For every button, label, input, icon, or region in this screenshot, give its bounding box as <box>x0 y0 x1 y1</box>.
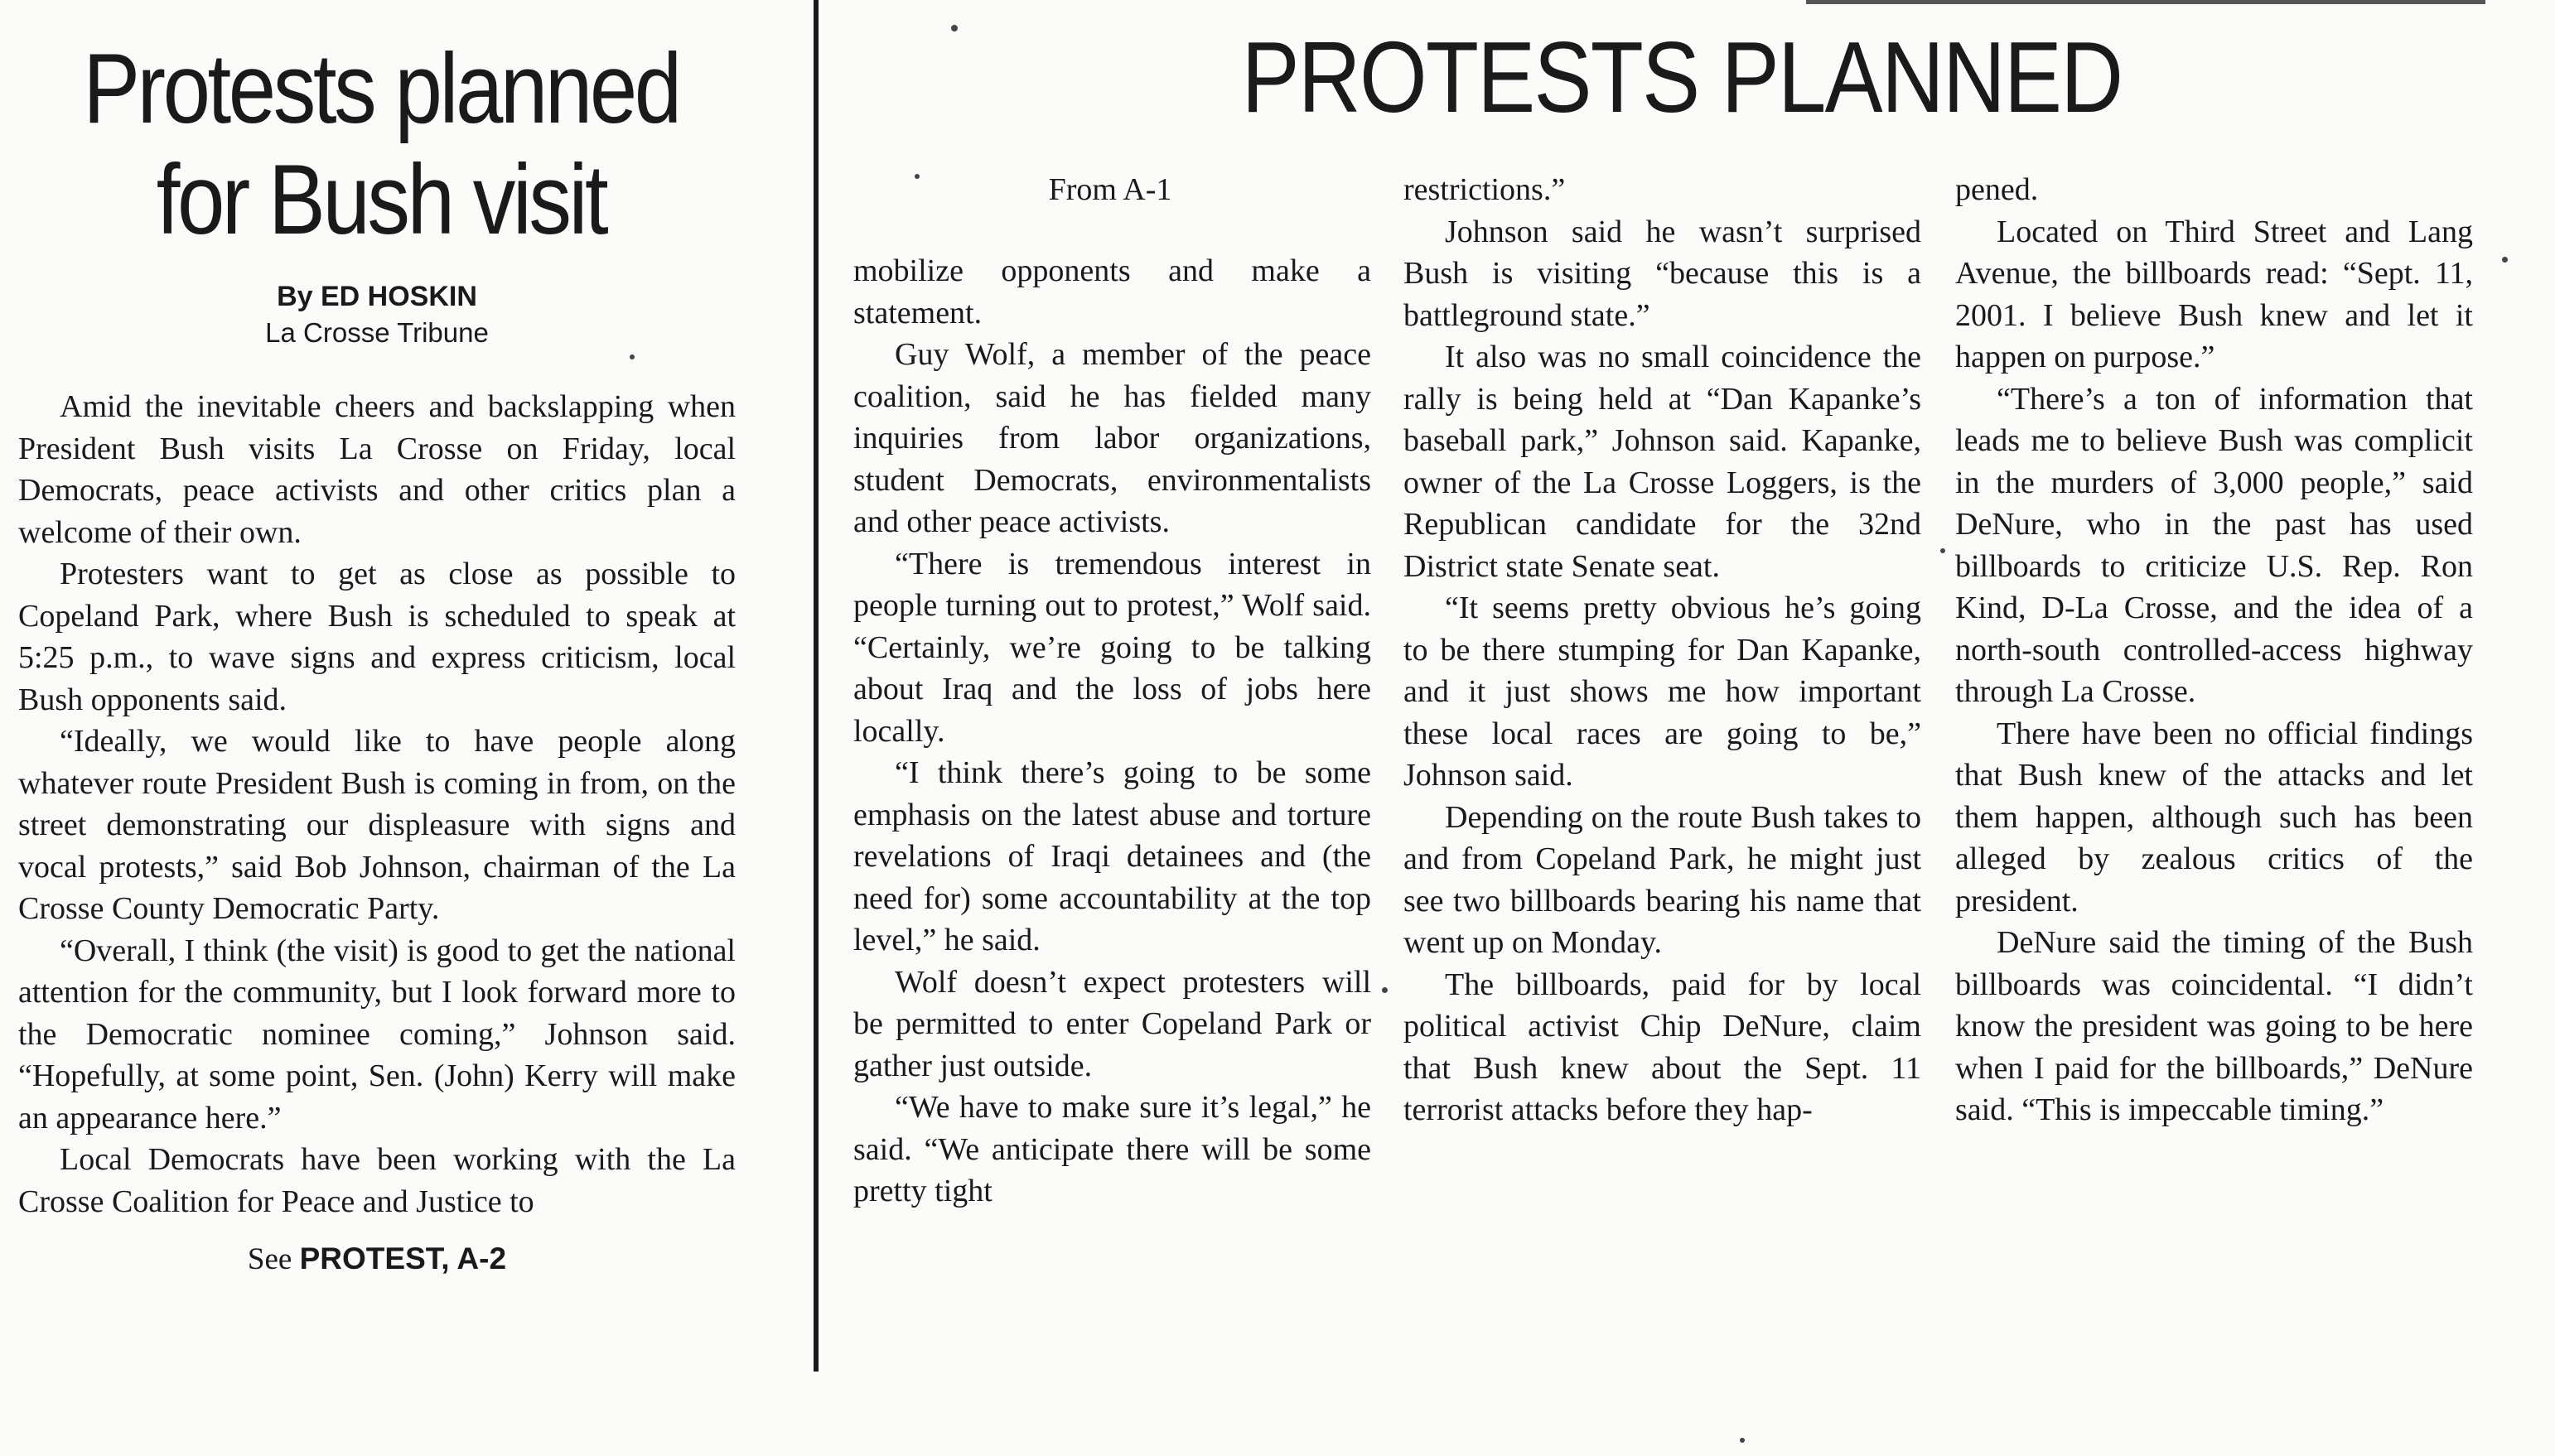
paragraph: mobilize opponents and make a statement. <box>853 253 1371 330</box>
paragraph: Depending on the route Bush takes to and from Copeland Park, he might just see two billboards bearing his name that went up on Monday. <box>1403 799 1921 960</box>
byline-affiliation: La Crosse Tribune <box>265 317 489 348</box>
paragraph: Local Democrats have been working with the La Crosse Coalition for Peace and Justice to <box>18 1142 736 1219</box>
jump-column-2 <box>1403 169 1921 1131</box>
jump-column-3 <box>1955 169 2473 1131</box>
headline-line-1: Protests planned <box>83 33 679 144</box>
article-headline <box>75 33 688 255</box>
paragraph: restrictions.” <box>1403 172 1566 207</box>
jump-reference <box>0 1239 754 1280</box>
paragraph: The billboards, paid for by local political activist Chip DeNure, claim that Bush knew about the Sept. 11 terrorist attacks before they hap- <box>1403 967 1921 1127</box>
paragraph: Wolf doesn’t expect protesters will be permitted to enter Copeland Park or gather just outside. <box>853 964 1371 1083</box>
paragraph: DeNure said the timing of the Bush billboards was coincidental. “I didn’t know the president was going to be here when I paid for the billboards,” DeNure said. “This is impeccable timing.” <box>1955 925 2473 1127</box>
scan-speck <box>915 174 920 179</box>
paragraph: Johnson said he wasn’t surprised Bush is visiting “because this is a battleground state.” <box>1403 214 1921 333</box>
scan-speck <box>951 25 958 31</box>
scan-speck <box>1740 1438 1745 1443</box>
paragraph: “Overall, I think (the visit) is good to get the national attention for the community, but I look forward more to the Democratic nominee coming,” Johnson said. “Hopefully, at some point, Sen. (John) Kerry will make an appearance here.” <box>18 933 736 1135</box>
scan-speck <box>1382 987 1388 993</box>
paragraph: It also was no small coincidence the rally is being held at “Dan Kapanke’s baseball park,” Johnson said. Kapanke, owner of the La Crosse Loggers, is the Republican candidate for the 32nd District state Senate seat. <box>1403 340 1921 584</box>
column-divider <box>814 0 819 1372</box>
paragraph: “We have to make sure it’s legal,” he said. “We anticipate there will be some pretty tight <box>853 1090 1371 1208</box>
front-page-clip <box>0 0 812 1456</box>
paragraph: “I think there’s going to be some emphasis on the latest abuse and torture revelations of Iraqi detainees and (the need for) some accountability at the top level,” he said. <box>853 755 1371 957</box>
article-body-front <box>18 386 736 1222</box>
byline: By ED HOSKIN <box>277 281 477 312</box>
paragraph: Located on Third Street and Lang Avenue, the billboards read: “Sept. 11, 2001. I believe Bush knew and let it happen on purpose.” <box>1955 214 2473 374</box>
headline-line-2: for Bush visit <box>156 144 606 255</box>
paragraph: “Ideally, we would like to have people along whatever route President Bush is coming in from, on the street demonstrating our displeasure with signs and vocal protests,” said Bob Johnson, chairman of the La Crosse County Democratic Party. <box>18 724 736 926</box>
continued-from-reference: From A-1 <box>1048 172 1172 207</box>
jump-column-1 <box>853 250 1371 1213</box>
scan-speck <box>1940 548 1945 553</box>
byline-block <box>0 278 754 351</box>
jump-reference-target: PROTEST, A-2 <box>299 1241 507 1275</box>
paragraph: There have been no official findings that Bush knew of the attacks and let them happen, although such has been alleged by zealous critics of the president. <box>1955 716 2473 918</box>
scan-speck <box>630 354 635 359</box>
scan-speck <box>2502 257 2508 263</box>
paragraph: Protesters want to get as close as possible to Copeland Park, where Bush is scheduled to speak at 5:25 p.m., to wave signs and express criticism, local Bush opponents said. <box>18 557 736 717</box>
paragraph: “It seems pretty obvious he’s going to be there stumping for Dan Kapanke, and it just shows me how important these local races are going to be,” Johnson said. <box>1403 591 1921 793</box>
jump-reference-prefix: See <box>247 1242 292 1276</box>
paragraph: “There is tremendous interest in people turning out to protest,” Wolf said. “Certainly, we’re going to be talking about Iraq and the loss of jobs here locally. <box>853 546 1371 749</box>
paragraph: Amid the inevitable cheers and backslapping when President Bush visits La Crosse on Friday, local Democrats, peace activists and other critics plan a welcome of their own. <box>18 389 736 550</box>
paragraph: Guy Wolf, a member of the peace coalition, said he has fielded many inquiries from labor organizations, student Democrats, environmentalists and other peace activists. <box>853 337 1371 539</box>
paragraph: “There’s a ton of information that leads me to believe Bush was complicit in the murders of 3,000 people,” said DeNure, who in the past has used billboards to criticize U.S. Rep. Ron Kind, D-La Crosse, and the idea of a north-south controlled-access highway through La Crosse. <box>1955 381 2473 709</box>
jump-headline: PROTESTS PLANNED <box>1241 21 2123 133</box>
top-rule <box>1806 0 2485 4</box>
paragraph: pened. <box>1955 172 2039 207</box>
